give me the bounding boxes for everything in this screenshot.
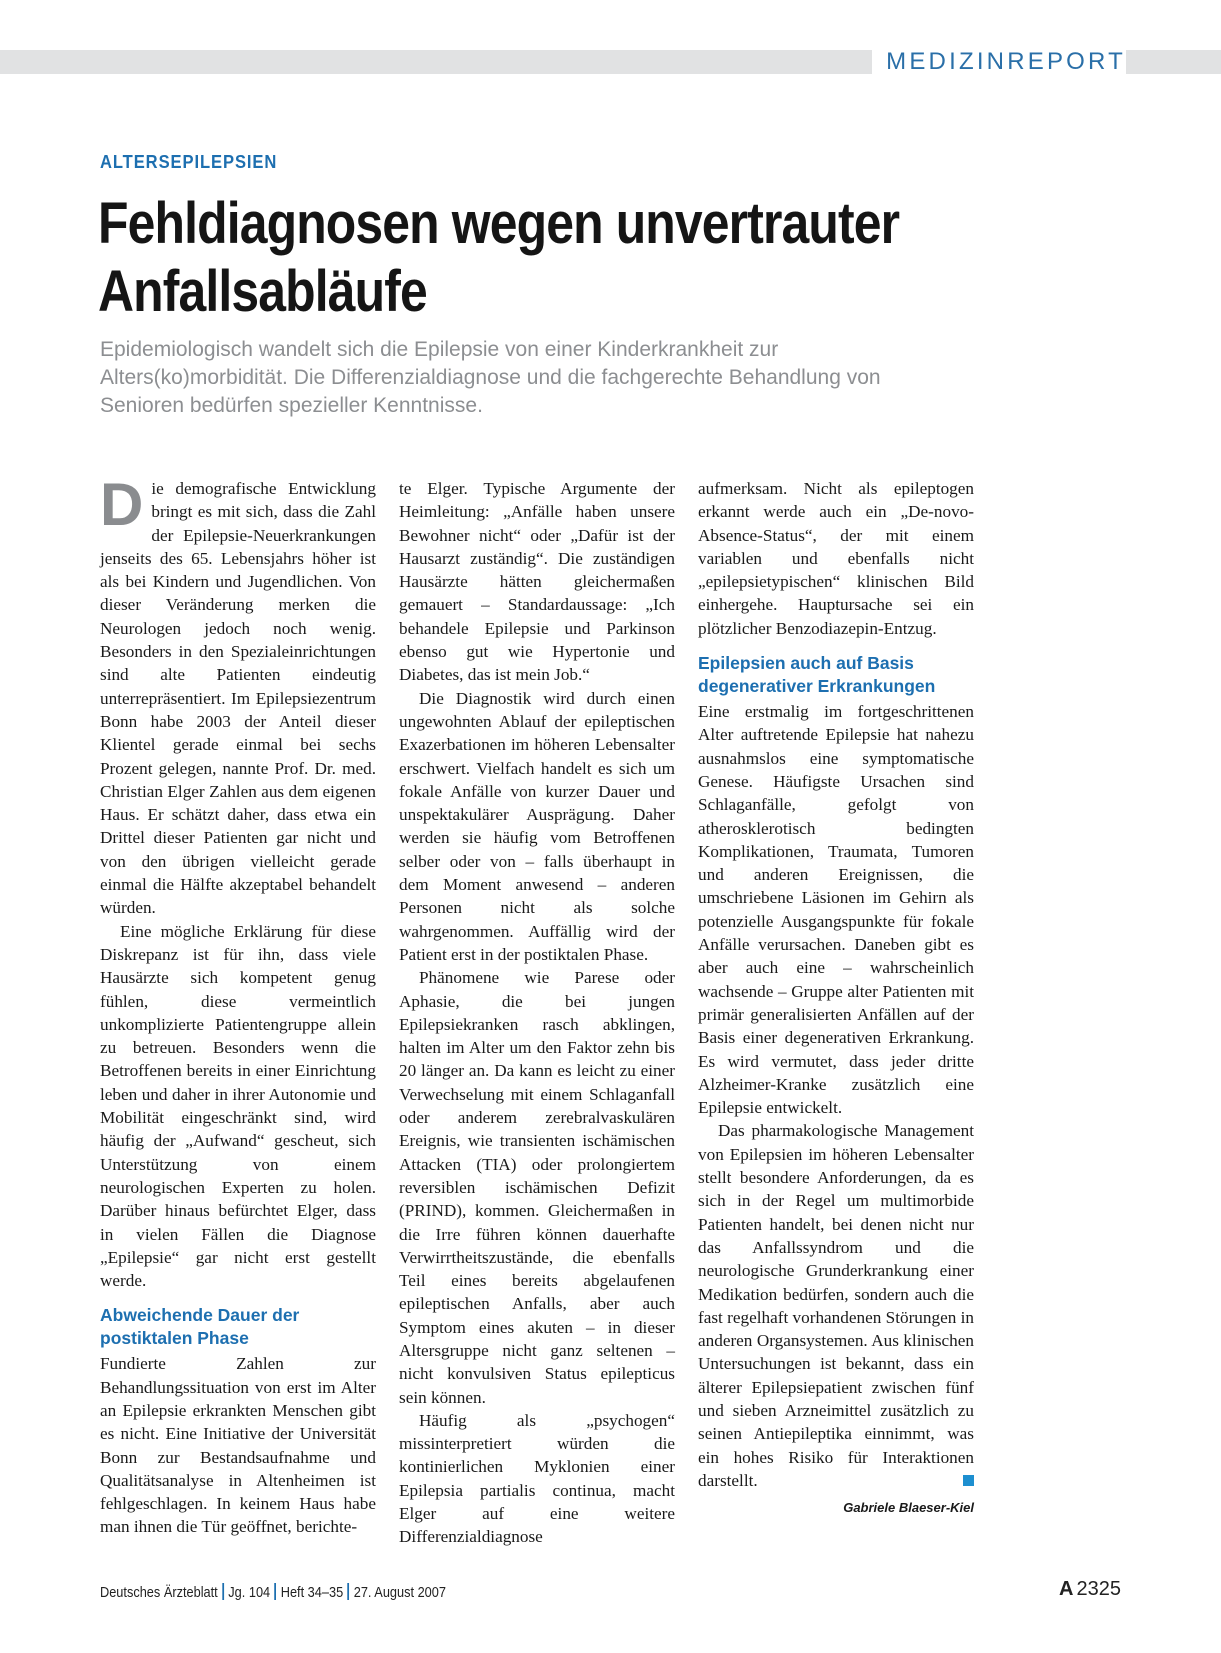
paragraph: Das pharmakologische Management von Epilepsien im höheren Lebensalter stellt besondere Anforderungen, da es sich in der Regel um multimorbide Patienten handelt, bei denen nicht nur das Anfallssyndrom und die neurologische Grunderkrankung einer Medikation bedürfen, sondern auch die fast regelhaft vorhandenen Störungen in anderen Organsystemen. Aus klinischen Untersuchungen ist bekannt, dass ein älterer Epilepsiepatient zwischen fünf und sieben Arzneimittel zusätzlich zu seinen Antiepileptika einnimmt, was ein hohes Risiko für Interaktionen darstellt. — [698, 1121, 974, 1490]
paragraph: aufmerksam. Nicht als epileptogen erkannt werde auch ein „De-novo-Absence-Status“, der mit einem variablen und ebenfalls nicht „epilepsietypischen“ klinischen Bild einhergehe. Hauptursache sei ein plötzlicher Benzodiazepin-Entzug. — [698, 479, 974, 638]
journal-name: Deutsches Ärzteblatt — [100, 1585, 218, 1601]
article-lead: Epidemiologisch wandelt sich die Epilepsie von einer Kinderkrankheit zur Alters(ko)morbidität. Die Differenzialdiagnose und die fachgerechte Behandlung von Senioren bedürfen spezieller Kenntnisse. — [100, 338, 881, 417]
paragraph: Die Diagnostik wird durch einen ungewohnten Ablauf der epileptischen Exazerbationen im höheren Lebensalter erschwert. Vielfach handelt es sich um fokale Anfälle von kurzer Dauer und unspektakulärer Ausprägung. Daher werden sie häufig vom Betroffenen selber oder von – falls überhaupt in dem Moment anwesend – anderen Personen nicht als solche wahrgenommen. Auffällig wird der Patient erst in der postiktalen Phase. — [399, 688, 675, 964]
article-kicker: ALTERSEPILEPSIEN — [100, 152, 278, 172]
drop-cap: D — [100, 471, 144, 538]
page-number: A 2325 — [1059, 1578, 1121, 1600]
paragraph: Eine erstmalig im fortgeschrittenen Alter auftretende Epilepsie hat nahezu ausnahmslos eine symptomatische Genese. Häufigste Ursachen sind Schlaganfälle, gefolgt von atherosklerotisch bedingten Komplikationen, Traumata, Tumoren und anderen Ereignissen, die umschriebene Läsionen im Gehirn als potenzielle Ausgangspunkte für fokale Anfälle verursachen. Daneben gibt es aber auch eine – wahrscheinlich wachsende – Gruppe alter Patienten mit primär generalisierten Anfällen auf der Basis einer degenerativen Erkrankung. Es wird vermutet, dass jeder dritte Alzheimer-Kranke zusätzlich eine Epilepsie entwickelt. — [698, 702, 974, 1118]
section-label: MEDIZINREPORT — [872, 46, 1126, 78]
footer-separator — [348, 1583, 350, 1600]
paragraph: Häufig als „psychogen“ missinterpretiert würden die kontinierlichen Myklonien einer Epilepsia partialis continua, macht Elger auf eine weitere Differenzialdiagnose — [399, 1410, 675, 1547]
paragraph: te Elger. Typische Argumente der Heimleitung: „Anfälle haben unsere Bewohner nicht“ oder „Dafür ist der Hausarzt zuständig“. Die zuständigen Hausärzte hätten gleichermaßen gemauert – Standardaussage: „Ich behandele Epilepsie und Parkinson ebenso gut wie Hypertonie und Diabetes, das ist mein Job.“ — [399, 479, 675, 685]
text-column-1 — [100, 471, 376, 1539]
issue-date: 27. August 2007 — [353, 1585, 446, 1601]
footer-separator — [275, 1583, 277, 1600]
footer-separator — [222, 1583, 224, 1600]
footer-citation — [100, 1583, 446, 1601]
end-mark-square-icon — [963, 1475, 974, 1486]
article-headline — [98, 190, 958, 326]
headline-line-1: Fehldiagnosen wegen unvertrauter — [98, 191, 900, 256]
paragraph: Die demografische Entwicklung bringt es mit sich, dass die Zahl der Epilepsie-Neuerkrankungen jenseits des 65. Lebensjahrs höher ist als bei Kindern und Jugendlichen. Von dieser Veränderung merken die Neurologen jedoch noch wenig. Besonders in den Spezialeinrichtungen sind alte Patienten eindeutig unterrepräsentiert. Im Epilepsiezentrum Bonn habe 2003 der Anteil dieser Klientel gerade einmal bei sechs Prozent gelegen, nannte Prof. Dr. med. Christian Elger Zahlen aus dem eigenen Haus. Er schätzt daher, dass etwa ein Drittel dieser Patienten gar nicht und von den übrigen vielleicht gerade einmal die Hälfte akzeptabel behandelt würden. — [100, 471, 376, 918]
subheading: Epilepsien auch auf Basis degenerativer Erkrankungen — [698, 653, 936, 697]
subheading: Abweichende Dauer der postiktalen Phase — [100, 1305, 300, 1349]
author-byline: Gabriele Blaeser-Kiel — [843, 1500, 974, 1516]
text-column-3 — [698, 477, 974, 1519]
headline-line-2: Anfallsabläufe — [98, 259, 427, 324]
text-column-2 — [399, 477, 675, 1549]
issue: Heft 34–35 — [280, 1585, 344, 1601]
paragraph: Fundierte Zahlen zur Behandlungssituation von erst im Alter an Epilepsie erkrankten Menschen gibt es nicht. Eine Initiative der Universität Bonn zur Bestandsaufnahme und Qualitätsanalyse in Altenheimen ist fehlgeschlagen. In keinem Haus habe man ihnen die Tür geöffnet, berichte- — [100, 1354, 376, 1537]
paragraph: Phänomene wie Parese oder Aphasie, die bei jungen Epilepsiekranken rasch abklingen, halten im Alter um den Faktor zehn bis 20 länger an. Da kann es leicht zu einer Verwechselung mit einem Schlaganfall oder anderem zerebralvaskulären Ereignis, wie transienten ischämischen Attacken (TIA) oder prolongiertem reversiblen ischämischen Defizit (PRIND), kommen. Gleichermaßen in die Irre führen können dauerhafte Verwirrtheitszustände, die ebenfalls Teil eines bereits abgelaufenen epileptischen Anfalls, aber auch Symptom eines akuten – in dieser Altersgruppe nicht ganz seltenen – nicht konvulsiven Status epilepticus sein können. — [399, 968, 675, 1407]
paragraph: Eine mögliche Erklärung für diese Diskrepanz ist für ihn, dass viele Hausärzte sich kompetent genug fühlen, diese vermeintlich unkomplizierte Patientengruppe allein zu betreuen. Besonders wenn die Betroffenen bereits in einer Einrichtung leben und daher in ihrer Autonomie und Mobilität eingeschränkt sind, wird häufig der „Aufwand“ gescheut, sich Unterstützung von einem neurologischen Experten zu holen. Darüber hinaus befürchtet Elger, dass in vielen Fällen die Diagnose „Epilepsie“ gar nicht erst gestellt werde. — [100, 921, 376, 1291]
volume: Jg. 104 — [228, 1585, 271, 1601]
